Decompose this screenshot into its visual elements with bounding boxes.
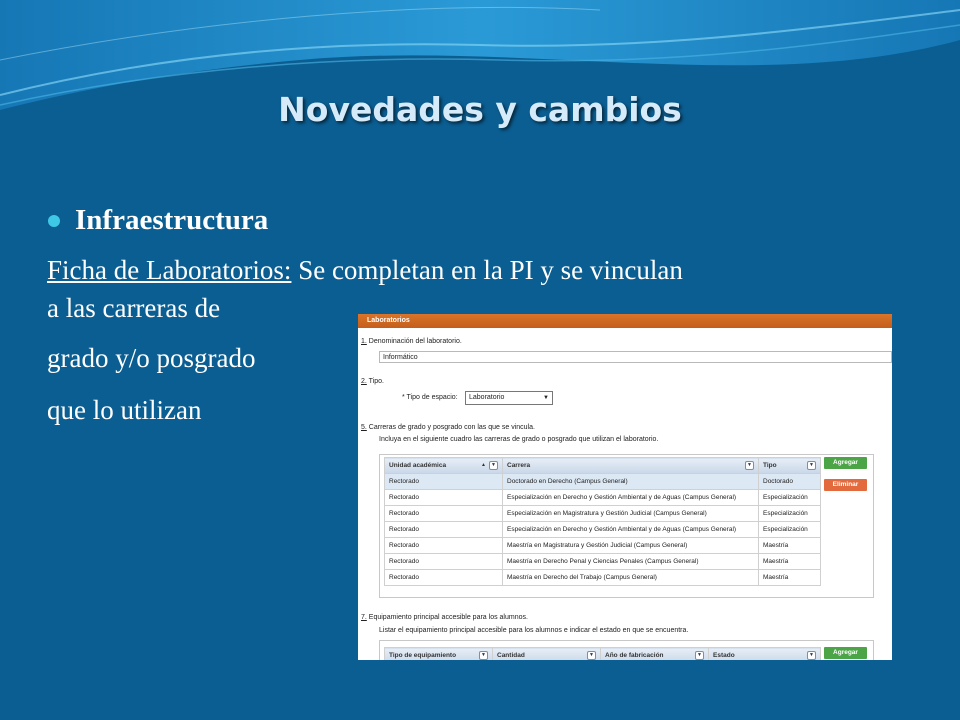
dropdown-arrow-icon: ▼: [543, 395, 549, 401]
laboratorios-form-screenshot: [358, 314, 892, 660]
table-row[interactable]: Rectorado Maestría en Magistratura y Gestión Judicial (Campus General) Maestría: [385, 538, 821, 554]
tipo-espacio-label: * Tipo de espacio:: [402, 394, 458, 401]
body-line-4: que lo utilizan: [47, 395, 202, 425]
tipo-espacio-select[interactable]: [465, 391, 553, 405]
column-header-anio[interactable]: Año de fabricación ▼: [601, 648, 709, 661]
bullet-dot-icon: [48, 215, 60, 227]
table-row[interactable]: Rectorado Especialización en Derecho y Gestión Ambiental y de Aguas (Campus General) Especialización: [385, 490, 821, 506]
column-header-carrera[interactable]: Carrera ▼: [503, 458, 759, 474]
body-line-3: grado y/o posgrado: [47, 343, 256, 373]
column-menu-icon: ▼: [807, 651, 816, 660]
question-1-label: 1. Denominación del laboratorio.: [361, 338, 462, 345]
column-menu-icon: ▼: [479, 651, 488, 660]
denominacion-input[interactable]: Informático: [379, 351, 892, 363]
table-row[interactable]: Rectorado Especialización en Magistratura y Gestión Judicial (Campus General) Especialización: [385, 506, 821, 522]
question-7-label: 7. Equipamiento principal accesible para los alumnos.: [361, 614, 528, 621]
table-row[interactable]: Rectorado Especialización en Derecho y Gestión Ambiental y de Aguas (Campus General) Especialización: [385, 522, 821, 538]
column-header-unidad[interactable]: Unidad académica ▲ ▼: [385, 458, 503, 474]
bullet-infraestructura: [48, 204, 268, 237]
table-row[interactable]: Rectorado Maestría en Derecho del Trabajo (Campus General) Maestría: [385, 570, 821, 586]
column-header-tipo[interactable]: Tipo ▼: [759, 458, 821, 474]
question-7-hint: Listar el equipamiento principal accesible para los alumnos e indicar el estado en que se encuentra.: [379, 627, 689, 634]
bullet-label: Infraestructura: [75, 204, 269, 236]
body-line-1: [47, 255, 683, 286]
body-line-2: a las carreras de: [47, 293, 221, 323]
column-header-tipo-equipamiento[interactable]: Tipo de equipamiento ▼: [385, 648, 493, 661]
agregar-equipamiento-button[interactable]: Agregar: [824, 647, 867, 659]
eliminar-carrera-button[interactable]: Eliminar: [824, 479, 867, 491]
table-row[interactable]: Rectorado Maestría en Derecho Penal y Ciencias Penales (Campus General) Maestría: [385, 554, 821, 570]
agregar-carrera-button[interactable]: Agregar: [824, 457, 867, 469]
column-menu-icon: ▼: [807, 461, 816, 470]
ficha-link[interactable]: Ficha de Laboratorios:: [47, 255, 292, 285]
body-line-1-rest: Se completan en la PI y se vinculan: [291, 255, 683, 285]
sort-asc-icon: ▲: [481, 462, 486, 468]
question-5-label: 5. Carreras de grado y posgrado con las que se vincula.: [361, 424, 535, 431]
column-header-cantidad[interactable]: Cantidad ▼: [493, 648, 601, 661]
question-5-hint: Incluya en el siguiente cuadro las carreras de grado o posgrado que utilizan el laboratorio.: [379, 436, 659, 443]
equipamiento-table: [384, 647, 821, 660]
table-row[interactable]: Rectorado Doctorado en Derecho (Campus General) Doctorado: [385, 474, 821, 490]
column-header-estado[interactable]: Estado ▼: [709, 648, 821, 661]
column-menu-icon: ▼: [745, 461, 754, 470]
carreras-table: [384, 457, 821, 586]
column-menu-icon: ▼: [489, 461, 498, 470]
slide-title: Novedades y cambios: [278, 90, 682, 129]
column-menu-icon: ▼: [695, 651, 704, 660]
tipo-espacio-value: Laboratorio: [469, 394, 505, 401]
column-menu-icon: ▼: [587, 651, 596, 660]
form-header: Laboratorios: [358, 314, 892, 328]
question-2-label: 2. Tipo.: [361, 378, 384, 385]
